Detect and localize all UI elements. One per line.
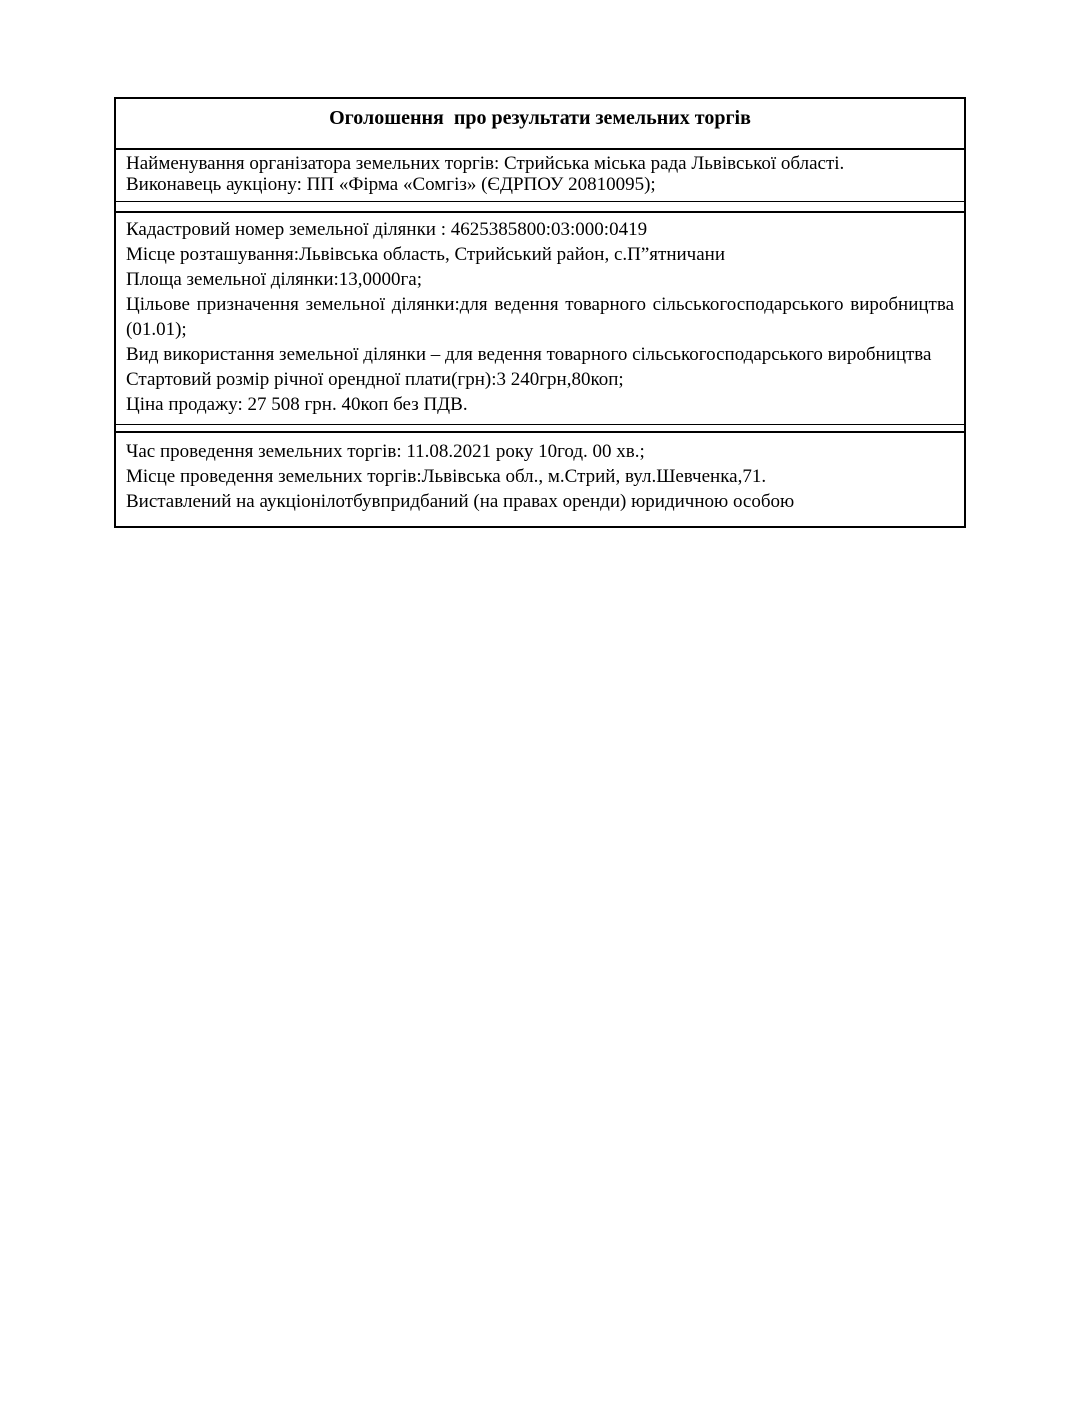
lot-result-line: Виставлений на аукціонілотбувпридбаний (на правах оренди) юридичною особою — [126, 491, 795, 512]
auction-info-section — [116, 431, 964, 526]
announcement-title: Оголошення про результати земельних торгів — [116, 99, 964, 150]
area-line: Площа земельної ділянки:13,0000га; — [126, 269, 423, 290]
auction-place-line: Місце проведення земельних торгів:Львівська обл., м.Стрий, вул.Шевченка,71. — [126, 466, 767, 487]
location-line: Місце розташування:Львівська область, Стрийський район, с.П”ятничани — [126, 244, 725, 265]
sale-price-line: Ціна продажу: 27 508 грн. 40коп без ПДВ. — [126, 394, 468, 415]
designated-purpose-line: Цільове призначення земельної ділянки:для ведення товарного сільськогосподарського виробництва (01.01); — [126, 294, 954, 340]
starting-rent-line: Стартовий розмір річної орендної плати(грн):3 240грн,80коп; — [126, 369, 624, 390]
parcel-details-section — [116, 211, 964, 425]
organizer-name-line: Найменування організатора земельних торгів: Стрийська міська рада Львівської області. — [126, 153, 845, 174]
auction-time-line: Час проведення земельних торгів: 11.08.2021 року 10год. 00 хв.; — [126, 441, 645, 462]
organizer-section — [116, 150, 964, 202]
auction-executor-line: Виконавець аукціону: ПП «Фірма «Сомгіз» (ЄДРПОУ 20810095); — [126, 174, 656, 195]
announcement-table — [114, 97, 966, 528]
usage-type-line: Вид використання земельної ділянки – для ведення товарного сільськогосподарського виробництва — [126, 344, 932, 365]
cadastral-number-line: Кадастровий номер земельної ділянки : 4625385800:03:000:0419 — [126, 219, 648, 240]
